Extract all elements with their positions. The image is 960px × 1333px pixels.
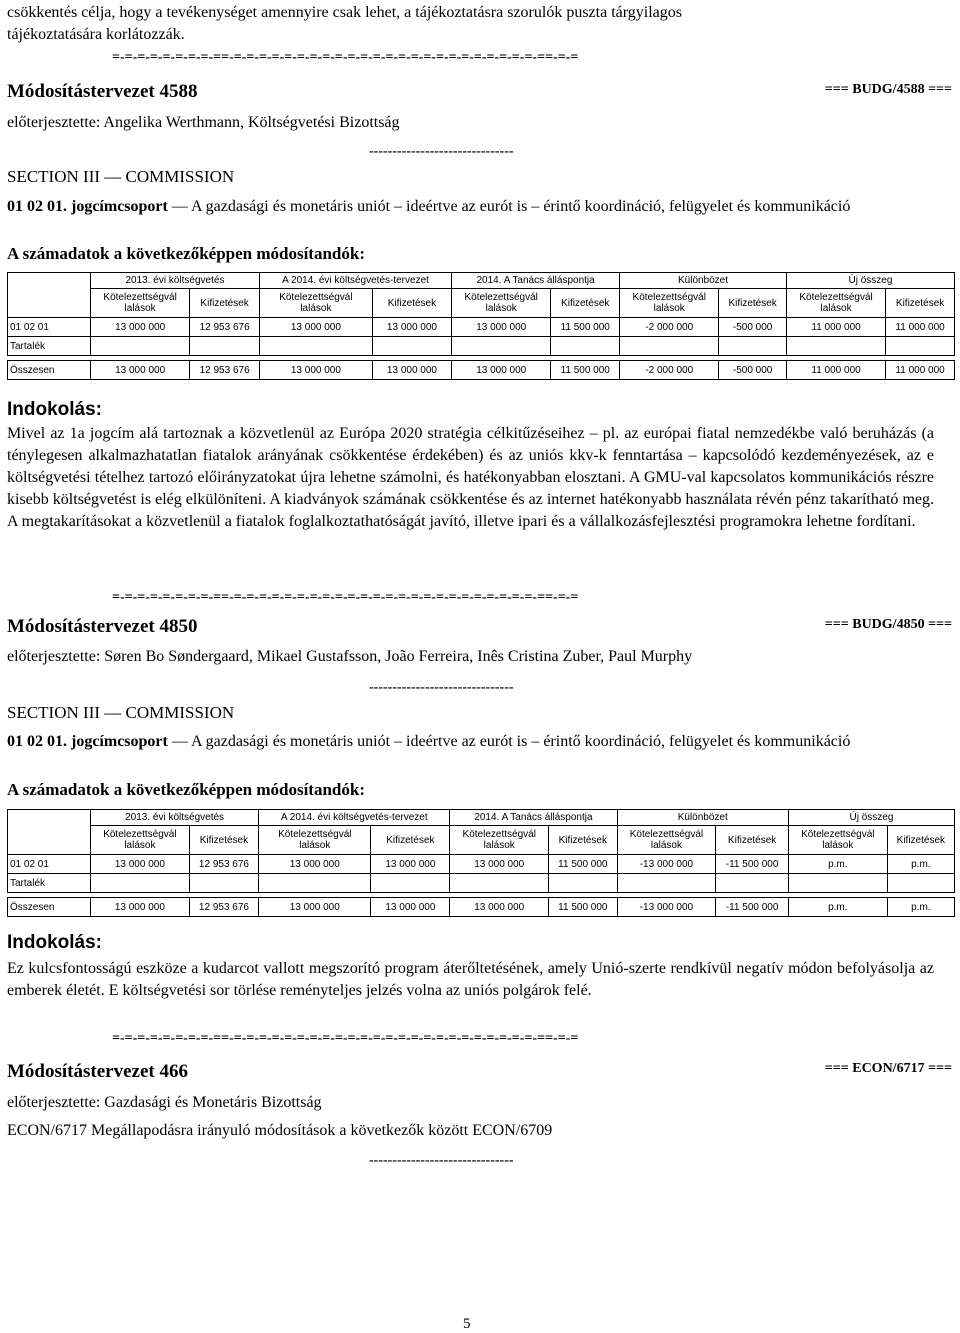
table-row: [8, 337, 955, 356]
row-label: Összesen: [8, 361, 91, 380]
tabled-by: előterjesztette: Søren Bo Søndergaard, Mikael Gustafsson, João Ferreira, Inês Cristina Zuber, Paul Murphy: [7, 648, 693, 665]
commitments-header-line-2: lalások: [300, 303, 332, 314]
commitments-header: [91, 826, 190, 855]
table-cell: p.m.: [887, 855, 954, 874]
amendment-title: Módosítástervezet 466: [7, 1061, 188, 1082]
table-cell: p.m.: [788, 855, 887, 874]
page-number: 5: [463, 1316, 471, 1332]
table-row: [8, 855, 955, 874]
table-cell: [719, 337, 787, 356]
table-cell: 11 000 000: [786, 361, 885, 380]
header-corner: [8, 810, 91, 855]
table-cell: -11 500 000: [716, 855, 789, 874]
commitments-header-line-1: Kötelezettségvál: [278, 829, 352, 840]
amendment-ref: === ECON/6717 ===: [824, 1061, 952, 1076]
table-cell: -2 000 000: [620, 318, 719, 337]
commitments-header: [91, 289, 190, 318]
justification-text: Ez kulcsfontosságú eszköze a kudarcot vallott megszorító program áterőltetésének, amely Unió-szerte rendkívül negatív módon befolyásolja az emberek életét. E költségvetési sor törlése reményteljes jelzés volna az uniós polgárok felé.: [7, 960, 934, 999]
header-corner: [8, 273, 91, 318]
table-cell: [450, 874, 549, 893]
commitments-header-line-2: lalások: [650, 840, 682, 851]
intro-line-1: csökkentés célja, hogy a tevékenységet amennyire csak lehet, a tájékoztatásra szorulók puszta tárgyilagos: [7, 4, 682, 21]
table-cell: 13 000 000: [452, 361, 551, 380]
commitments-header-line-2: lalások: [483, 840, 515, 851]
payments-header: Kifizetések: [551, 289, 620, 318]
intro-line-2: tájékoztatására korlátozzák.: [7, 26, 185, 43]
payments-header: Kifizetések: [886, 289, 955, 318]
justification-heading: Indokolás:: [7, 932, 103, 953]
table-cell: 13 000 000: [259, 855, 371, 874]
commitments-header-line-1: Kötelezettségvál: [632, 292, 706, 303]
table-cell: [189, 874, 258, 893]
table-cell: -13 000 000: [617, 855, 716, 874]
table-cell: 11 000 000: [786, 318, 885, 337]
commitments-header: [617, 826, 716, 855]
table-cell: -11 500 000: [716, 898, 789, 917]
table-cell: 11 500 000: [549, 855, 617, 874]
table-row: [8, 874, 955, 893]
budget-line-text: — A gazdasági és monetáris uniót – ideértve az eurót is – érintő koordináció, felügyelet és kommunikáció: [171, 198, 851, 215]
column-group-header: 2013. évi költségvetés: [91, 810, 259, 826]
commitments-header: [450, 826, 549, 855]
tabled-by: előterjesztette: Angelika Werthmann, Költségvetési Bizottság: [7, 114, 400, 131]
section-heading: SECTION III — COMMISSION: [7, 167, 235, 186]
table-cell: -500 000: [719, 361, 787, 380]
budget-line: [7, 731, 937, 753]
commitments-header: [620, 289, 719, 318]
commitments-header: [786, 289, 885, 318]
commitments-header: [259, 826, 371, 855]
table-cell: [190, 337, 260, 356]
table-cell: 13 000 000: [371, 855, 450, 874]
table-cell: 11 500 000: [551, 361, 620, 380]
table-cell: [259, 337, 372, 356]
table-cell: 11 500 000: [549, 898, 617, 917]
table-cell: 11 000 000: [886, 318, 955, 337]
column-group-header: Új összeg: [786, 273, 954, 289]
table-cell: 12 953 676: [190, 361, 260, 380]
table-cell: 13 000 000: [450, 855, 549, 874]
row-label: Tartalék: [8, 874, 91, 893]
amendment-ref: === BUDG/4588 ===: [824, 82, 952, 97]
table-cell: -2 000 000: [620, 361, 719, 380]
table-cell: -13 000 000: [617, 898, 716, 917]
table-cell: 13 000 000: [259, 898, 371, 917]
table-cell: 13 000 000: [372, 361, 451, 380]
commitments-header-line-1: Kötelezettségvál: [462, 829, 536, 840]
column-group-header: Új összeg: [788, 810, 954, 826]
table-cell: [372, 337, 451, 356]
table-cell: p.m.: [887, 898, 954, 917]
commitments-header: [452, 289, 551, 318]
table-cell: [786, 337, 885, 356]
table-cell: [371, 874, 450, 893]
table-cell: [716, 874, 789, 893]
table-cell: 13 000 000: [371, 898, 450, 917]
table-cell: [617, 874, 716, 893]
commitments-header-line-2: lalások: [299, 840, 331, 851]
table-cell: 13 000 000: [91, 318, 190, 337]
commitments-header-line-1: Kötelezettségvál: [103, 292, 177, 303]
column-group-header: A 2014. évi költségvetés-tervezet: [259, 273, 451, 289]
table-cell: 13 000 000: [452, 318, 551, 337]
budget-line-text: — A gazdasági és monetáris uniót – ideértve az eurót is – érintő koordináció, felügyelet és kommunikáció: [171, 733, 851, 750]
payments-header: Kifizetések: [189, 826, 258, 855]
row-label: 01 02 01: [8, 855, 91, 874]
table-cell: 13 000 000: [91, 361, 190, 380]
table-cell: -500 000: [719, 318, 787, 337]
intro-paragraph: [7, 2, 934, 46]
table-cell: [452, 337, 551, 356]
table-cell: [549, 874, 617, 893]
commitments-header-line-1: Kötelezettségvál: [799, 292, 873, 303]
column-group-header: 2014. A Tanács álláspontja: [452, 273, 620, 289]
column-group-header: 2013. évi költségvetés: [91, 273, 260, 289]
modify-heading: A számadatok a következőképpen módosítandók:: [7, 780, 365, 799]
payments-header: Kifizetések: [719, 289, 787, 318]
payments-header: Kifizetések: [372, 289, 451, 318]
budget-table-2: [7, 809, 955, 917]
table-row: [8, 318, 955, 337]
commitments-header-line-2: lalások: [485, 303, 517, 314]
table-row: [8, 898, 955, 917]
payments-header: Kifizetések: [190, 289, 260, 318]
table-cell: 12 953 676: [190, 318, 260, 337]
separator: =-=-=-=-=-=-=-=-==-=-=-=-=-=-=-=-=-=-=-=-=-=-=-=-=-=-=-=-=-=-=-=-=-==-=-=: [112, 590, 579, 605]
amendment-title: Módosítástervezet 4588: [7, 81, 198, 102]
commitments-header-line-1: Kötelezettségvál: [629, 829, 704, 840]
justification-text: Mivel az 1a jogcím alá tartoznak a közvetlenül az Európa 2020 stratégia célkitűzéseihez – pl. az európai fiatal nemzedékbe való beruházás (a ténylegesen alkalmazhatatlan fiatalok arányának csökkentése érdekében) és az uniós kkv-k fenntartása – kapcsolódó kezdeményezések, az e költségvetési tételhez tartozó előirányzatokat újra lehetne számolni, és hatékonyabban elosztani. A GMU-val kapcsolatos kommunikációs részre kisebb költségvetést is elég elkülöníteni. A kiadványok számának csökkentése és az internet hatékonyabb használata révén pénz takarítható meg. A megtakarításokat a közvetlenül a fiatalok foglalkoztathatóságát javító, illetve ipari és a vállalkozásfejlesztési programokra lehetne fordítani.: [7, 425, 934, 530]
section-heading: SECTION III — COMMISSION: [7, 703, 235, 722]
commitments-header-line-2: lalások: [820, 303, 852, 314]
payments-header: Kifizetések: [716, 826, 789, 855]
table-cell: [788, 874, 887, 893]
table-cell: [620, 337, 719, 356]
commitments-header-line-2: lalások: [822, 840, 854, 851]
table-cell: 11 500 000: [551, 318, 620, 337]
commitments-header-line-1: Kötelezettségvál: [279, 292, 353, 303]
budget-line: [7, 196, 937, 218]
separator: =-=-=-=-=-=-=-=-==-=-=-=-=-=-=-=-=-=-=-=-=-=-=-=-=-=-=-=-=-=-=-=-=-==-=-=: [112, 50, 579, 65]
justification-heading: Indokolás:: [7, 399, 103, 420]
dash-separator: -------------------------------: [369, 680, 514, 695]
amendment-subject: ECON/6717 Megállapodásra irányuló módosítások a következők között ECON/6709: [7, 1122, 553, 1139]
tabled-by: előterjesztette: Gazdasági és Monetáris Bizottság: [7, 1094, 322, 1111]
commitments-header-line-1: Kötelezettségvál: [103, 829, 177, 840]
payments-header: Kifizetések: [887, 826, 954, 855]
table-cell: 13 000 000: [91, 898, 190, 917]
table-cell: 13 000 000: [91, 855, 190, 874]
dash-separator: -------------------------------: [369, 144, 514, 159]
budget-line-code: 01 02 01.: [7, 198, 67, 215]
dash-separator: -------------------------------: [369, 1153, 514, 1168]
table-cell: 13 000 000: [259, 318, 372, 337]
row-label: 01 02 01: [8, 318, 91, 337]
modify-heading: A számadatok a következőképpen módosítandók:: [7, 244, 365, 263]
commitments-header-line-1: Kötelezettségvál: [801, 829, 875, 840]
table-row: [8, 361, 955, 380]
table-cell: 12 953 676: [189, 898, 258, 917]
budget-table-1: [7, 272, 955, 380]
table-cell: [886, 337, 955, 356]
row-label: Tartalék: [8, 337, 91, 356]
column-group-header: Különbözet: [617, 810, 788, 826]
budget-line-code: 01 02 01.: [7, 733, 67, 750]
payments-header: Kifizetések: [371, 826, 450, 855]
commitments-header-line-2: lalások: [124, 840, 156, 851]
table-cell: p.m.: [788, 898, 887, 917]
separator: =-=-=-=-=-=-=-=-==-=-=-=-=-=-=-=-=-=-=-=-=-=-=-=-=-=-=-=-=-=-=-=-=-==-=-=: [112, 1031, 579, 1046]
column-group-header: 2014. A Tanács álláspontja: [450, 810, 617, 826]
table-cell: 12 953 676: [189, 855, 258, 874]
column-group-header: A 2014. évi költségvetés-tervezet: [259, 810, 450, 826]
table-cell: 13 000 000: [450, 898, 549, 917]
commitments-header: [259, 289, 372, 318]
row-label: Összesen: [8, 898, 91, 917]
table-cell: [259, 874, 371, 893]
table-cell: [887, 874, 954, 893]
amendment-title: Módosítástervezet 4850: [7, 616, 198, 637]
table-cell: 13 000 000: [372, 318, 451, 337]
commitments-header-line-1: Kötelezettségvál: [464, 292, 538, 303]
commitments-header: [788, 826, 887, 855]
payments-header: Kifizetések: [549, 826, 617, 855]
commitments-header-line-2: lalások: [124, 303, 156, 314]
table-cell: [91, 874, 190, 893]
commitments-header-line-2: lalások: [653, 303, 685, 314]
amendment-ref: === BUDG/4850 ===: [824, 617, 952, 632]
table-cell: 11 000 000: [886, 361, 955, 380]
budget-line-word: jogcímcsoport: [71, 733, 168, 750]
table-cell: [91, 337, 190, 356]
table-cell: 13 000 000: [259, 361, 372, 380]
table-cell: [551, 337, 620, 356]
budget-line-word: jogcímcsoport: [71, 198, 168, 215]
column-group-header: Különbözet: [620, 273, 787, 289]
